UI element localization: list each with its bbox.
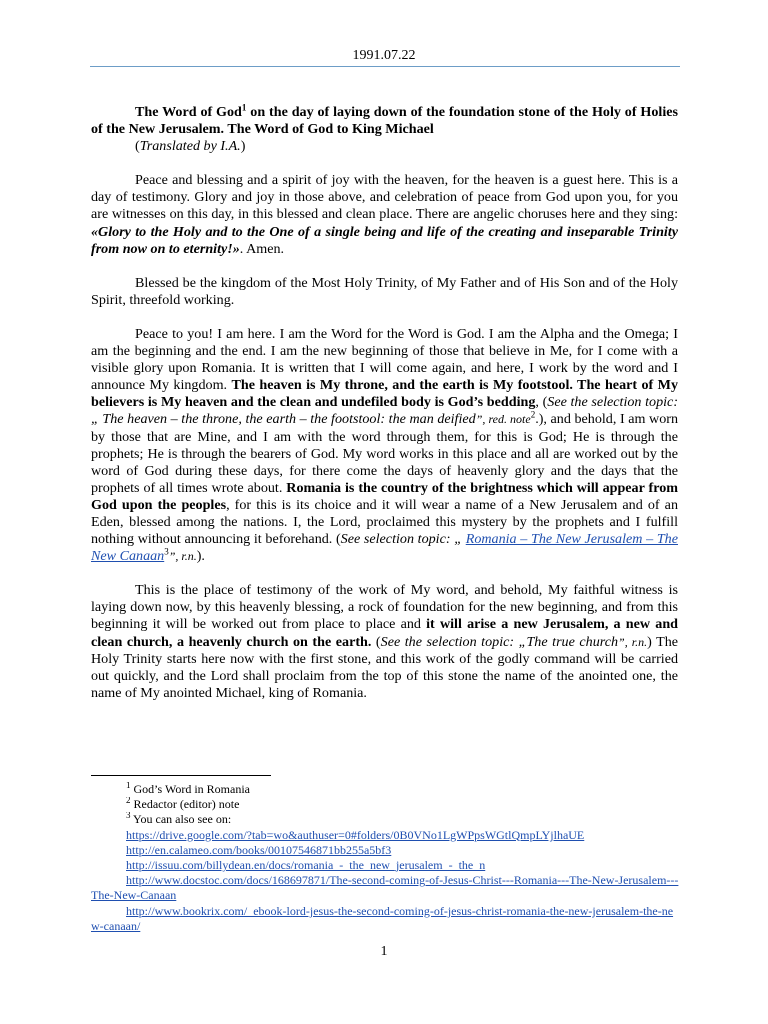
footnote-text-2: Redactor (editor) note bbox=[130, 797, 240, 812]
translator-note bbox=[91, 138, 678, 155]
footnote-link[interactable]: https://drive.google.com/?tab=wo&authuser=0#folders/0B0VNo1LgWPpsWGtlQmpLYjlhaUE bbox=[126, 827, 585, 842]
p3-text-3: .), and behold, I am worn by those that are Mine, and I am with the word through them, for this is God; He is through the prophets; He is through the bearers of God. My word works in this place and all are worked out by the word of God during these days, for there come the days of heavenly glory and the days that the prophets of all times wrote about. bbox=[91, 411, 679, 496]
footnote-ref-3[interactable]: 3 bbox=[164, 546, 169, 557]
paragraph-2: Blessed be the kingdom of the Most Holy Trinity, of My Father and of His Son and of the Holy Spirit, threefold working. bbox=[91, 274, 678, 308]
title-text: The Word of God bbox=[135, 104, 242, 120]
p4-rn-note: ”, r.n. bbox=[618, 634, 648, 649]
footnote-link-item bbox=[91, 828, 681, 843]
footnote-link[interactable]: http://www.bookrix.com/_ebook-lord-jesus-the-second-coming-of-jesus-christ-romania-the-new-jerusalem-the-new-canaan/ bbox=[91, 903, 674, 933]
header-date: 1991.07.22 bbox=[352, 48, 416, 63]
footnote-ref-1[interactable]: 1 bbox=[241, 102, 247, 113]
p1-text: Peace and blessing and a spirit of joy with the heaven, for the heaven is a guest here. This is a day of testimony. Glory and joy in those above, and celebration of peace from God upon you, for you are witnesses on this day, in this blessed and clean place. There are angelic choruses here and they sing: bbox=[91, 172, 678, 223]
footnote-separator bbox=[91, 775, 271, 776]
footnote-link[interactable]: http://www.docstoc.com/docs/168697871/The-second-coming-of-Jesus-Christ---Romania---The-New-Jerusalem---The-New-Canaan bbox=[91, 873, 679, 903]
footnote-1 bbox=[91, 782, 681, 797]
footnote-number-1: 1 bbox=[126, 782, 131, 790]
p3-red-note: ”, red. note bbox=[475, 412, 531, 427]
paren-close: ) bbox=[240, 138, 246, 155]
p1-amen: . Amen. bbox=[239, 240, 285, 257]
paragraph-3 bbox=[91, 326, 678, 565]
p4-bold-1: it will arise a new Jerusalem, a new and clean church, a heavenly church on the earth. bbox=[91, 616, 678, 650]
page-number: 1 bbox=[380, 944, 388, 959]
translator-text: Translated by I.A. bbox=[139, 138, 241, 155]
paragraph-1 bbox=[91, 172, 678, 257]
footnote-number-3: 3 bbox=[126, 812, 131, 821]
footnote-text-3: You can also see on: bbox=[130, 812, 232, 827]
p3-rn-note: ”, r.n. bbox=[168, 549, 197, 564]
paren-open: ( bbox=[135, 138, 140, 155]
p3-bold-1: The heaven is My throne, and the earth is My footstool. The heart of My believers is My heaven and the clean and undefiled body is God’s bedding bbox=[91, 377, 678, 411]
footnote-2 bbox=[91, 797, 681, 812]
footnote-ref-2[interactable]: 2 bbox=[530, 409, 536, 420]
p1-quote: «Glory to the Holy and to the One of a single being and life of the creating and inseparable Trinity from now on to eternity!» bbox=[91, 223, 678, 257]
p3-text-1: Peace to you! I am here. I am the Word for the Word is God. I am the Alpha and the Omega; I am the beginning and the end. I am the new beginning of those that believe in Me, for I come with a visible glory upon Romania. It is written that I will come again, and here, I work by the word and I announce My kingdom. bbox=[91, 325, 678, 394]
footnote-link-item bbox=[91, 843, 681, 858]
title-text-cont: on the day of laying down of the foundation stone of the Holy of Holies of the New Jerusalem. The Word of God to King Michael bbox=[91, 104, 678, 138]
footnotes bbox=[91, 782, 681, 934]
footnote-text-1: God’s Word in Romania bbox=[130, 782, 250, 796]
p3-selection-topic-1: See the selection topic: „ The heaven – the throne, the earth – the footstool: the man deified bbox=[91, 394, 679, 428]
p3-selection-topic-2: See selection topic: „ bbox=[340, 531, 466, 548]
p4-text-2: ( bbox=[371, 633, 381, 650]
document-title bbox=[91, 104, 678, 138]
footnote-3 bbox=[91, 812, 681, 827]
header-rule bbox=[90, 66, 680, 67]
footnote-link[interactable]: http://issuu.com/billydean.en/docs/romania_-_the_new_jerusalem_-_the_n bbox=[126, 858, 486, 873]
footnote-number-2: 2 bbox=[126, 797, 131, 806]
document-body bbox=[91, 104, 678, 702]
p3-text-5: ). bbox=[196, 548, 205, 565]
selection-topic-link[interactable]: Romania – The New Jerusalem – The New Canaan bbox=[91, 531, 678, 565]
footnote-link[interactable]: http://en.calameo.com/books/00107546871bb255a5bf3 bbox=[126, 842, 392, 857]
p4-text-1: This is the place of testimony of the work of My word, and behold, My faithful witness is laying down now, by this heavenly blessing, a rock of foundation for the new beginning, and from this beginning it will be worked out from place to place and bbox=[91, 582, 678, 633]
paragraph-4 bbox=[91, 582, 678, 702]
p3-text-4: , for this is its choice and it will wear a name of a New Jerusalem and of an Eden, blessed among the nations. I, the Lord, proclaimed this mystery by the prophets and I fulfill nothing without announcing it beforehand. ( bbox=[91, 496, 678, 548]
p3-bold-2: Romania is the country of the brightness which will appear from God upon the peoples bbox=[91, 479, 678, 513]
footnote-link-item bbox=[91, 904, 681, 934]
footnote-link-item bbox=[91, 858, 681, 873]
p3-text-2: , ( bbox=[535, 394, 548, 411]
p4-selection-topic: See the selection topic: „The true church bbox=[380, 633, 619, 650]
p4-text-3: ) The Holy Trinity starts here now with the first stone, and this work of the godly command will be carried out quickly, and the Lord shall proclaim from the top of this stone the name of the anointed one, the name of My anointed Michael, king of Romania. bbox=[91, 633, 679, 701]
footnote-link-item bbox=[91, 873, 681, 903]
